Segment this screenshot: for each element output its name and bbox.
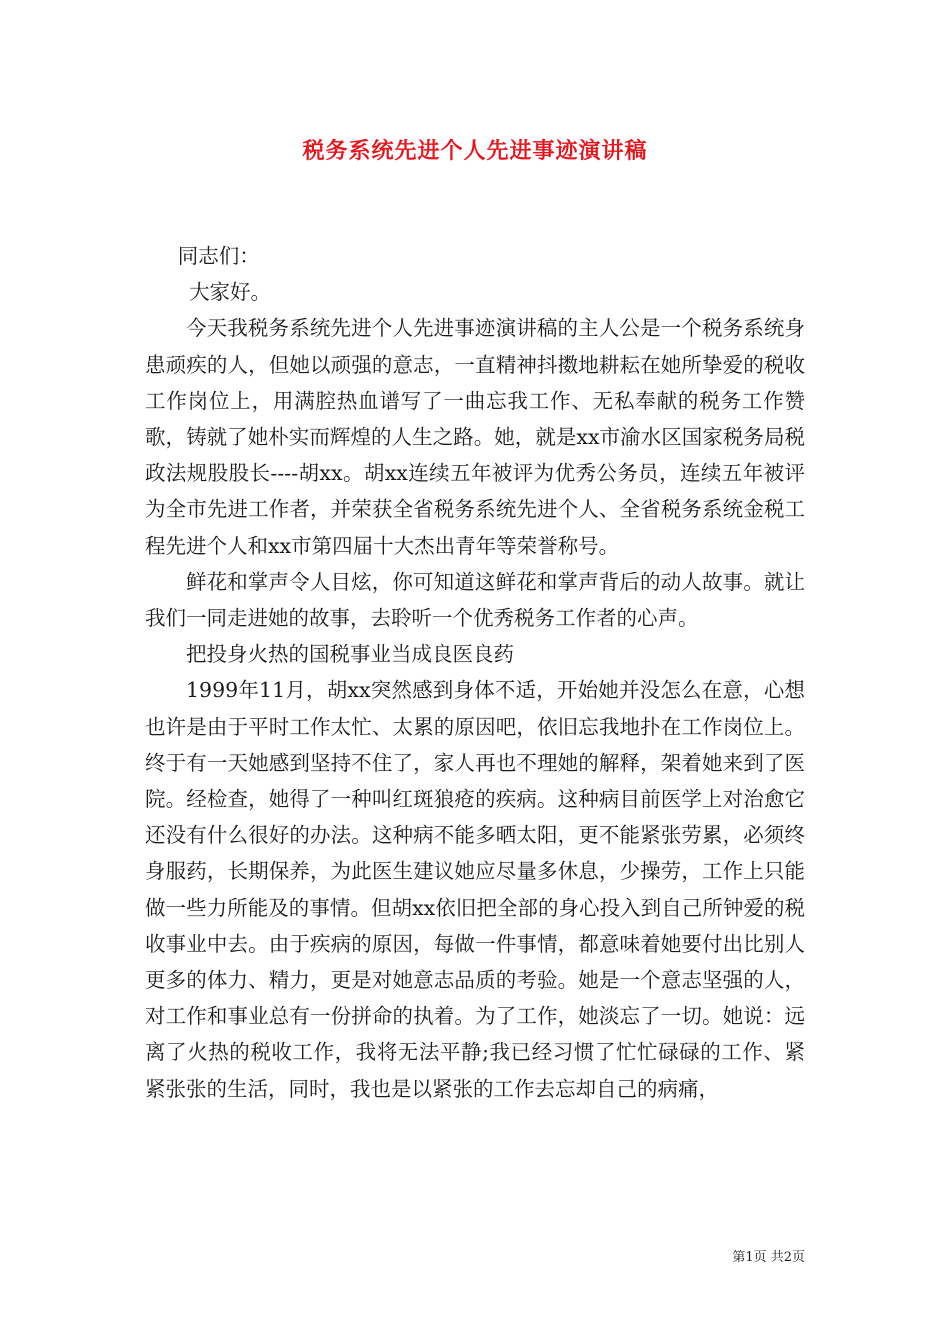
- section-heading: 把投身火热的国税事业当成良医良药: [186, 642, 514, 667]
- story-paragraph: 1999年11月，胡xx突然感到身体不适，开始她并没怎么在意，心想也许是由于平时工作太忙、太累的原因吧，依旧忘我地扑在工作岗位上。终于有一天她感到坚持不住了，家人再也不理她的解释，架着她来到了医院。经检查，她得了一种叫红斑狼疮的疾病。这种病目前医学上对治愈它还没有什么很好的办法。这种病不能多晒太阳，更不能紧张劳累，必须终身服药，长期保养，为此医生建议她应尽量多休息，少操劳，工作上只能做一些力所能及的事情。但胡xx依旧把全部的身心投入到自己所钟爱的税收事业中去。由于疾病的原因，每做一件事情，都意味着她要付出比别人更多的体力、精力，更是对她意志品质的考验。她是一个意志坚强的人，对工作和事业总有一份拼命的执着。为了工作，她淡忘了一切。她说：远离了火热的税收工作，我将无法平静;我已经习惯了忙忙碌碌的工作、紧紧张张的生活，同时，我也是以紧张的工作去忘却自己的病痛，: [145, 678, 805, 1101]
- document-body: [145, 238, 805, 1107]
- hello-paragraph: 大家好。: [189, 280, 272, 305]
- document-title: 税务系统先进个人先进事迹演讲稿: [302, 138, 648, 164]
- page-number: 第1页 共2页: [732, 1250, 805, 1265]
- flowers-paragraph: 鲜花和掌声令人目炫，你可知道这鲜花和掌声背后的动人故事。就让我们一同走进她的故事，去聆听一个优秀税务工作者的心声。: [145, 569, 805, 631]
- intro-paragraph: 今天我税务系统先进个人先进事迹演讲稿的主人公是一个税务系统身患顽疾的人，但她以顽强的意志，一直精神抖擞地耕耘在她所挚爱的税收工作岗位上，用满腔热血谱写了一曲忘我工作、无私奉献的税务工作赞歌，铸就了她朴实而辉煌的人生之路。她，就是xx市渝水区国家税务局税政法规股股长----胡xx。胡xx连续五年被评为优秀公务员，连续五年被评为全市先进工作者，并荣获全省税务系统先进个人、全省税务系统金税工程先进个人和xx市第四届十大杰出青年等荣誉称号。: [145, 316, 805, 558]
- greeting-paragraph: 同志们：: [177, 244, 260, 268]
